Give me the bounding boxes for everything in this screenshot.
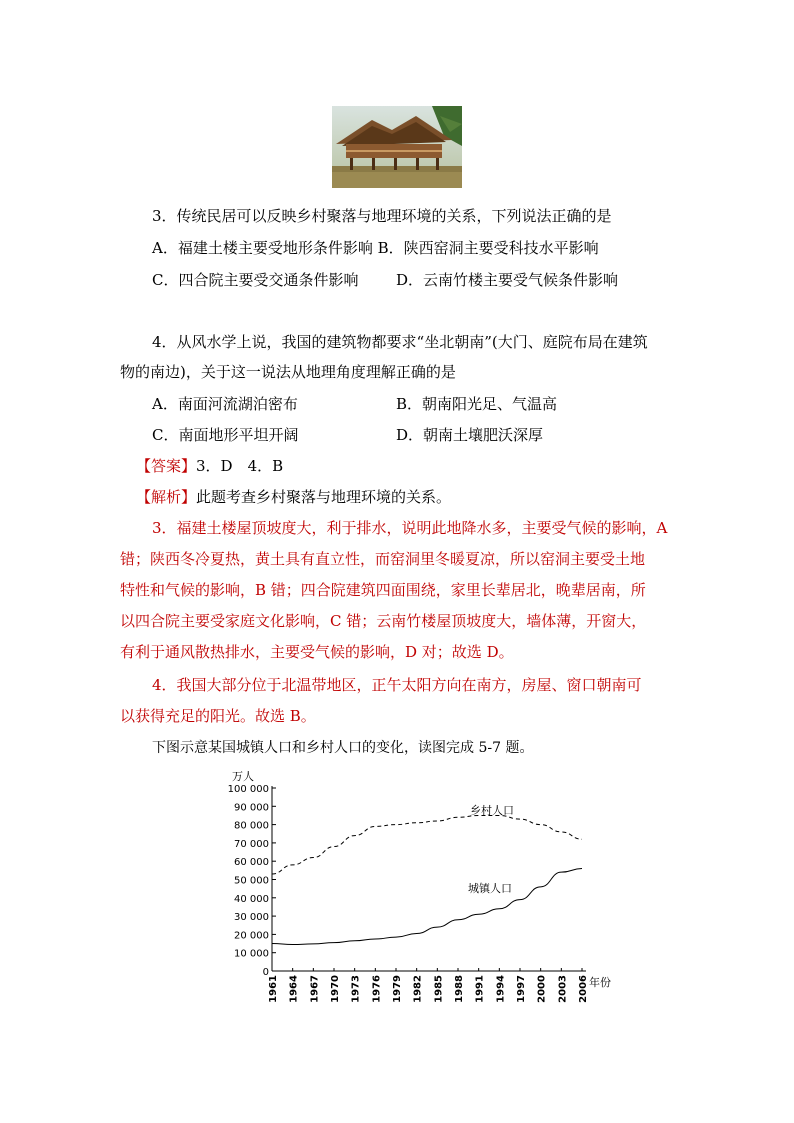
x-tick-label: 1991	[474, 975, 486, 1003]
q4-option-a: A．南面河流湖泊密布	[152, 395, 298, 413]
population-chart	[227, 768, 622, 1003]
analysis-intro: 此题考查乡村聚落与地理环境的关系。	[196, 488, 452, 506]
y-tick-label: 70 000	[234, 838, 269, 850]
q3-option-c: C．四合院主要受交通条件影响	[152, 271, 359, 289]
series-label-rural: 乡村人口	[470, 804, 514, 817]
y-tick-label: 90 000	[234, 802, 269, 814]
q4-option-c: C．南面地形平坦开阔	[152, 426, 299, 444]
x-tick-label: 1976	[371, 975, 383, 1003]
x-tick-label: 1982	[412, 975, 424, 1003]
y-tick-label: 100 000	[227, 784, 269, 795]
bamboo-house-image	[332, 106, 462, 188]
answer-text: 3．D 4．B	[196, 457, 284, 475]
x-tick-label: 2003	[557, 975, 569, 1003]
x-tick-label: 1967	[309, 975, 321, 1003]
answer-line	[136, 456, 283, 476]
y-tick-label: 50 000	[234, 875, 269, 887]
x-tick-label: 1979	[392, 975, 403, 1003]
analysis-line	[136, 487, 451, 507]
x-tick-label: 1973	[350, 975, 362, 1003]
q3-options-ab: A．福建土楼主要受地形条件影响 B．陕西窑洞主要受科技水平影响	[152, 239, 599, 257]
x-tick-label: 1961	[268, 975, 279, 1003]
rural-population-line	[272, 815, 582, 874]
analysis-q3-line5: 有利于通风散热排水，主要受气候的影响，D 对；故选 D。	[120, 643, 514, 661]
analysis-q3-line2: 错；陕西冬冷夏热，黄土具有直立性，而窑洞里冬暖夏凉，所以窑洞主要受土地	[120, 550, 646, 568]
x-tick-label: 1964	[288, 975, 300, 1003]
answer-tag: 【答案】	[136, 457, 197, 475]
series-label-urban: 城镇人口	[468, 882, 512, 895]
analysis-q4-line2: 以获得充足的阳光。故选 B。	[120, 707, 316, 725]
x-tick-label: 2006	[578, 975, 589, 1003]
analysis-q3-line1: 3．福建土楼屋顶坡度大，利于排水，说明此地降水多，主要受气候的影响，A	[152, 519, 668, 537]
y-tick-label: 20 000	[234, 930, 269, 942]
q4-stem-line2: 物的南边)，关于这一说法从地理角度理解正确的是	[120, 363, 456, 381]
next-questions-intro: 下图示意某国城镇人口和乡村人口的变化，读图完成 5-7 题。	[152, 740, 534, 756]
x-axis-label: 年份	[589, 976, 611, 989]
y-tick-label: 10 000	[234, 948, 269, 960]
y-axis-label: 万人	[232, 770, 254, 783]
y-tick-label: 80 000	[234, 820, 269, 832]
x-tick-label: 1994	[495, 975, 507, 1003]
x-tick-label: 1997	[516, 975, 527, 1003]
y-tick-label: 40 000	[234, 893, 269, 905]
urban-population-line	[272, 869, 582, 945]
x-tick-label: 1970	[330, 975, 341, 1003]
analysis-q3-line3: 特性和气候的影响，B 错；四合院建筑四面围绕，家里长辈居北，晚辈居南，所	[120, 581, 646, 599]
x-tick-label: 2000	[536, 975, 548, 1003]
q3-stem: 3．传统民居可以反映乡村聚落与地理环境的关系，下列说法正确的是	[152, 207, 612, 225]
analysis-q4-line1: 4．我国大部分位于北温带地区，正午太阳方向在南方，房屋、窗口朝南可	[152, 676, 642, 694]
q4-option-d: D．朝南土壤肥沃深厚	[396, 426, 544, 444]
y-tick-label: 0	[262, 967, 269, 978]
x-tick-label: 1985	[433, 975, 445, 1003]
y-tick-label: 60 000	[234, 857, 269, 869]
analysis-tag: 【解析】	[136, 488, 197, 506]
y-tick-label: 30 000	[234, 912, 269, 924]
q3-option-d: D．云南竹楼主要受气候条件影响	[396, 271, 619, 289]
q4-stem-line1: 4．从风水学上说，我国的建筑物都要求“坐北朝南”(大门、庭院布局在建筑	[152, 333, 648, 351]
analysis-q3-line4: 以四合院主要受家庭文化影响，C 错；云南竹楼屋顶坡度大，墙体薄，开窗大，	[120, 612, 647, 630]
x-tick-label: 1988	[454, 975, 465, 1003]
bamboo-house-photo	[332, 106, 462, 188]
q4-option-b: B．朝南阳光足、气温高	[396, 395, 558, 413]
